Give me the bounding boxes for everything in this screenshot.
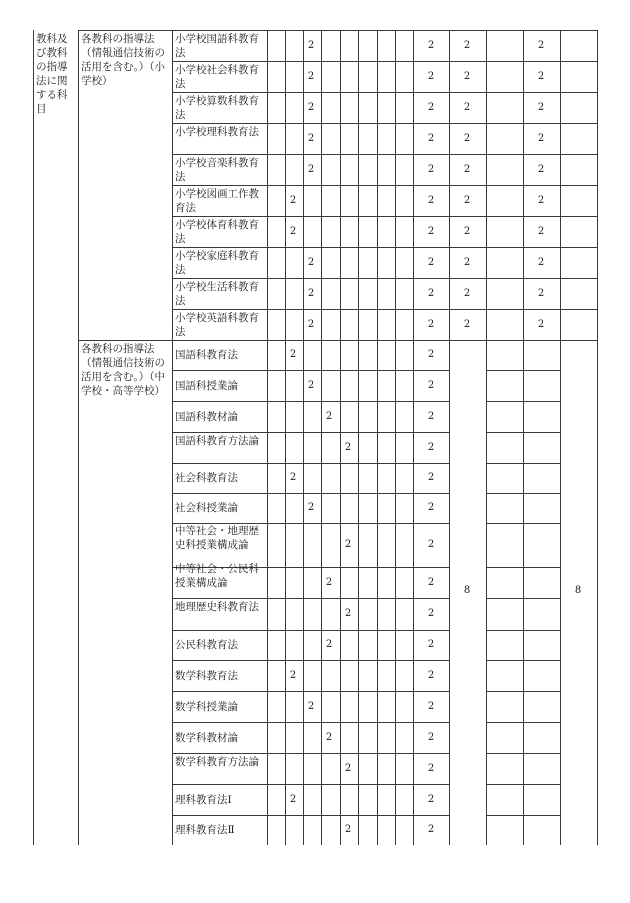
subject-label: 小学校音楽科教育法 bbox=[175, 157, 259, 183]
credit-value: 2 bbox=[307, 101, 315, 113]
credit-value: 2 bbox=[427, 70, 435, 82]
credit-value: 2 bbox=[325, 731, 333, 743]
row-divider bbox=[172, 247, 598, 248]
row-divider bbox=[78, 30, 598, 31]
credit-value: 2 bbox=[427, 256, 435, 268]
row-divider bbox=[486, 432, 561, 433]
row-divider bbox=[486, 691, 561, 692]
row-divider bbox=[172, 185, 598, 186]
subject-label: 数学科教育方法論 bbox=[175, 755, 259, 768]
subject-label: 社会科授業論 bbox=[175, 502, 238, 514]
credit-value: 2 bbox=[537, 194, 545, 206]
column-divider bbox=[33, 30, 34, 845]
row-divider bbox=[486, 815, 561, 816]
credit-value: 2 bbox=[537, 318, 545, 330]
row-divider bbox=[172, 401, 450, 402]
subject-label: 小学校生活科教育法 bbox=[175, 281, 259, 307]
credit-value: 2 bbox=[427, 163, 435, 175]
row-divider bbox=[172, 493, 450, 494]
credit-value: 2 bbox=[427, 441, 435, 453]
credit-value: 2 bbox=[427, 539, 435, 550]
credit-value: 2 bbox=[537, 163, 545, 175]
credit-value: 2 bbox=[463, 225, 471, 237]
subject-label: 公民科教育法 bbox=[175, 639, 238, 651]
subject-label: 小学校社会科教育法 bbox=[175, 64, 259, 90]
row-divider bbox=[172, 660, 450, 661]
credit-value: 2 bbox=[537, 132, 545, 144]
subject-label: 小学校英語科教育法 bbox=[175, 312, 259, 338]
credit-value: 2 bbox=[427, 608, 435, 619]
group-total: 8 bbox=[463, 585, 471, 596]
credit-value: 2 bbox=[289, 349, 297, 360]
credit-value: 2 bbox=[463, 256, 471, 268]
credit-value: 2 bbox=[427, 349, 435, 360]
credit-value: 2 bbox=[427, 132, 435, 144]
credit-value: 2 bbox=[344, 608, 352, 619]
row-divider bbox=[172, 815, 450, 816]
column-divider bbox=[78, 30, 79, 845]
credit-value: 2 bbox=[344, 441, 352, 453]
credit-value: 2 bbox=[537, 256, 545, 268]
row-divider bbox=[486, 598, 561, 599]
row-divider bbox=[172, 123, 598, 124]
credit-value: 2 bbox=[463, 194, 471, 206]
credit-value: 2 bbox=[344, 824, 352, 835]
credit-value: 2 bbox=[307, 132, 315, 144]
row-divider bbox=[486, 722, 561, 723]
subject-label: 理科教育法Ⅰ bbox=[175, 793, 232, 806]
row-divider bbox=[172, 463, 450, 464]
subject-label: 小学校国語科教育法 bbox=[175, 33, 259, 59]
credit-value: 2 bbox=[289, 194, 297, 206]
group-total: 8 bbox=[574, 585, 582, 596]
subject-label: 中等社会・公民科授業構成論 bbox=[175, 562, 259, 589]
subject-label: 数学科授業論 bbox=[175, 700, 238, 713]
row-divider bbox=[486, 753, 561, 754]
column-divider bbox=[597, 30, 598, 845]
credit-value: 2 bbox=[463, 39, 471, 51]
credit-value: 2 bbox=[427, 762, 435, 774]
credit-value: 2 bbox=[307, 70, 315, 82]
credit-value: 2 bbox=[427, 669, 435, 681]
credit-value: 2 bbox=[344, 762, 352, 774]
credit-value: 2 bbox=[325, 410, 333, 422]
category-label: 教科及び教科の指導法に関する科目 bbox=[36, 33, 68, 115]
row-divider bbox=[172, 784, 450, 785]
row-divider bbox=[486, 567, 561, 568]
credit-value: 2 bbox=[307, 700, 315, 712]
row-divider bbox=[172, 92, 598, 93]
credit-value: 2 bbox=[289, 793, 297, 805]
row-divider bbox=[486, 370, 561, 371]
credit-value: 2 bbox=[289, 472, 297, 483]
row-divider bbox=[486, 630, 561, 631]
row-divider bbox=[172, 309, 598, 310]
row-divider bbox=[172, 630, 450, 631]
credit-value: 2 bbox=[427, 194, 435, 206]
credit-value: 2 bbox=[537, 70, 545, 82]
group2-heading: 各教科の指導法（情報通信技術の活用を含む。）（中学校・高等学校） bbox=[81, 343, 165, 397]
credit-value: 2 bbox=[427, 379, 435, 391]
credit-value: 2 bbox=[427, 639, 435, 650]
credit-value: 2 bbox=[427, 824, 435, 835]
credit-value: 2 bbox=[427, 101, 435, 113]
credit-value: 2 bbox=[537, 287, 545, 299]
credit-value: 2 bbox=[427, 39, 435, 51]
row-divider bbox=[486, 493, 561, 494]
credit-value: 2 bbox=[537, 101, 545, 113]
credit-value: 2 bbox=[427, 502, 435, 513]
subject-label: 小学校算数科教育法 bbox=[175, 95, 259, 121]
credit-value: 2 bbox=[307, 318, 315, 330]
credit-value: 2 bbox=[537, 225, 545, 237]
subject-label: 中等社会・地理歴史科授業構成論 bbox=[175, 525, 259, 551]
credit-value: 2 bbox=[427, 410, 435, 422]
credit-value: 2 bbox=[427, 318, 435, 330]
credit-value: 2 bbox=[427, 576, 435, 588]
subject-label: 地理歴史科教育法 bbox=[175, 601, 259, 613]
credit-value: 2 bbox=[427, 731, 435, 743]
subject-label: 小学校体育科教育法 bbox=[175, 219, 259, 245]
row-divider bbox=[172, 61, 598, 62]
credit-value: 2 bbox=[427, 472, 435, 483]
row-divider bbox=[486, 401, 561, 402]
credit-value: 2 bbox=[289, 225, 297, 237]
credit-value: 2 bbox=[463, 287, 471, 299]
subject-label: 社会科教育法 bbox=[175, 472, 238, 484]
credit-value: 2 bbox=[307, 287, 315, 299]
subject-label: 小学校家庭科教育法 bbox=[175, 250, 259, 276]
row-divider bbox=[172, 216, 598, 217]
credit-value: 2 bbox=[463, 101, 471, 113]
subject-label: 国語科教育法 bbox=[175, 349, 238, 361]
credit-value: 2 bbox=[463, 132, 471, 144]
subject-label: 国語科授業論 bbox=[175, 379, 238, 392]
row-divider bbox=[78, 340, 598, 341]
credit-value: 2 bbox=[307, 502, 315, 513]
credit-value: 2 bbox=[463, 163, 471, 175]
credit-value: 2 bbox=[325, 639, 333, 650]
row-divider bbox=[172, 370, 450, 371]
credit-value: 2 bbox=[307, 163, 315, 175]
group1-heading: 各教科の指導法（情報通信技術の活用を含む。）（小学校） bbox=[81, 33, 165, 87]
row-divider bbox=[486, 463, 561, 464]
subject-label: 理科教育法Ⅱ bbox=[175, 824, 235, 836]
row-divider bbox=[486, 784, 561, 785]
credit-value: 2 bbox=[289, 669, 297, 681]
credit-value: 2 bbox=[307, 256, 315, 268]
row-divider bbox=[172, 598, 450, 599]
credit-value: 2 bbox=[463, 70, 471, 82]
subject-label: 小学校理科教育法 bbox=[175, 126, 259, 138]
credit-value: 2 bbox=[307, 379, 315, 391]
subject-label: 国語科教材論 bbox=[175, 410, 238, 423]
row-divider bbox=[172, 691, 450, 692]
subject-label: 国語科教育方法論 bbox=[175, 434, 259, 447]
credit-value: 2 bbox=[427, 700, 435, 712]
credit-value: 2 bbox=[463, 318, 471, 330]
credit-value: 2 bbox=[427, 287, 435, 299]
row-divider bbox=[172, 278, 598, 279]
credit-value: 2 bbox=[427, 225, 435, 237]
credit-value: 2 bbox=[307, 39, 315, 51]
credit-value: 2 bbox=[427, 793, 435, 805]
row-divider bbox=[486, 660, 561, 661]
subject-label: 数学科教材論 bbox=[175, 731, 238, 744]
credit-value: 2 bbox=[344, 539, 352, 550]
credit-value: 2 bbox=[325, 576, 333, 588]
row-divider bbox=[172, 154, 598, 155]
row-divider bbox=[486, 523, 561, 524]
credit-value: 2 bbox=[537, 39, 545, 51]
subject-label: 数学科教育法 bbox=[175, 669, 238, 682]
subject-label: 小学校図画工作教育法 bbox=[175, 188, 259, 214]
row-divider bbox=[172, 722, 450, 723]
